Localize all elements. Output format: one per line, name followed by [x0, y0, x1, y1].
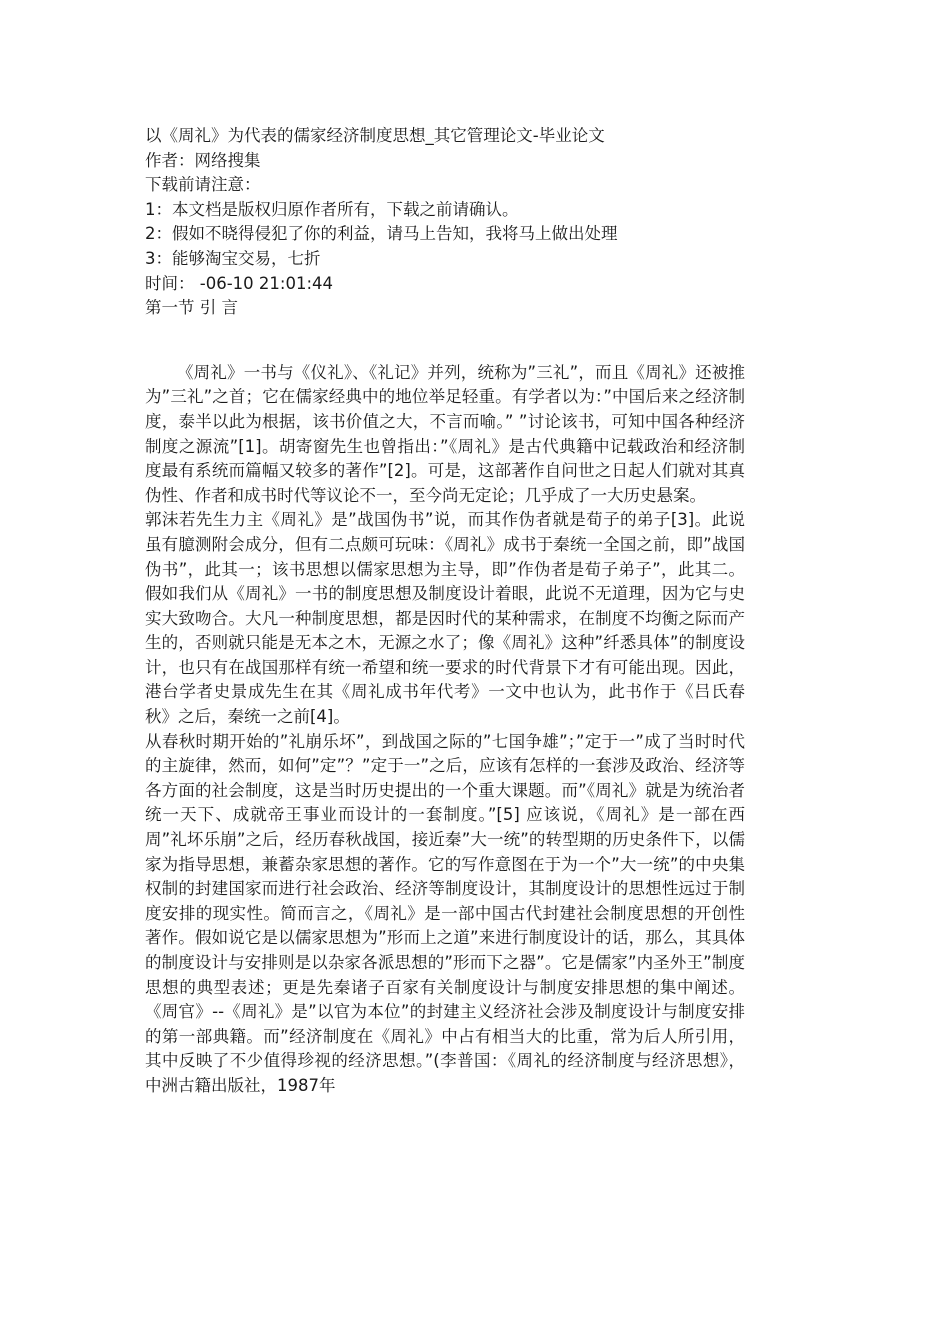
notice-heading: 下载前请注意：	[145, 175, 261, 195]
document-page	[145, 124, 745, 1099]
body-paragraph: 《周礼》一书与《仪礼》、《礼记》并列，统称为”三礼”，而且《周礼》还被推为”三礼”之首；它在儒家经典中的地位举足轻重。有学者以为：”中国后来之经济制度，泰半以此为根据，该书价值之大，不言而喻。” ”讨论该书，可知中国各种经济制度之源流”[1]。胡寄窗先生也曾指出：”《周礼》是古代典籍中记载政治和经济制度最有系统而篇幅又较多的著作”[2]。可是，这部著作自问世之日起人们就对其真伪性、作者和成书时代等议论不一，至今尚无定论；几乎成了一大历史悬案。	[145, 362, 745, 505]
body-paragraph: 从春秋时期开始的”礼崩乐坏”，到战国之际的”七国争雄”；”定于一”成了当时时代的主旋律，然而，如何”定”？”定于一”之后，应该有怎样的一套涉及政治、经济等各方面的社会制度，这是当时历史提出的一个重大课题。而”《周礼》就是为统治者统一天下、成就帝王事业而设计的一套制度。”[5] 应该说，《周礼》是一部在西周”礼坏乐崩”之后，经历春秋战国，接近秦”大一统”的转型期的历史条件下，以儒家为指导思想，兼蓄杂家思想的著作。它的写作意图在于为一个”大一统”的中央集权制的封建国家而进行社会政治、经济等制度设计，其制度设计的思想性远过于制度安排的现实性。简而言之，《周礼》是一部中国古代封建社会制度思想的开创性著作。假如说它是以儒家思想为”形而上之道”来进行制度设计的话，那么，其具体的制度设计与安排则是以杂家各派思想的”形而下之器”。它是儒家”内圣外王”制度思想的典型表述；更是先秦诸子百家有关制度设计与制度安排思想的集中阐述。《周官》--《周礼》是”以官为本位”的封建主义经济社会涉及制度设计与制度安排的第一部典籍。而”经济制度在《周礼》中占有相当大的比重，常为后人所引用，其中反映了不少值得珍视的经济思想。”(李普国：《周礼的经济制度与经济思想》，中洲古籍出版社，1987年	[145, 731, 745, 1095]
notice-item: 3：能够淘宝交易，七折	[145, 248, 321, 268]
document-title: 以《周礼》为代表的儒家经济制度思想_其它管理论文-毕业论文	[145, 126, 605, 145]
notice-item: 1：本文档是版权归原作者所有，下载之前请确认。	[145, 199, 519, 219]
document-author: 作者：网络搜集	[145, 150, 261, 170]
notice-item: 2：假如不晓得侵犯了你的利益，请马上告知，我将马上做出处理	[145, 224, 618, 244]
document-time: 时间： -06-10 21:01:44	[145, 273, 333, 293]
section-heading: 第一节 引 言	[145, 298, 238, 318]
spacer	[145, 321, 745, 361]
body-paragraph: 郭沫若先生力主《周礼》是”战国伪书”说，而其作伪者就是荀子的弟子[3]。此说虽有臆测附会成分，但有二点颇可玩味：《周礼》成书于秦统一全国之前，即”战国伪书”，此其一；该书思想以儒家思想为主导，即”作伪者是荀子弟子”，此其二。假如我们从《周礼》一书的制度思想及制度设计着眼，此说不无道理，因为它与史实大致吻合。大凡一种制度思想，都是因时代的某种需求，在制度不均衡之际而产生的，否则就只能是无本之木，无源之水了；像《周礼》这种”纤悉具体”的制度设计，也只有在战国那样有统一希望和统一要求的时代背景下才有可能出现。因此，港台学者史景成先生在其《周礼成书年代考》一文中也认为，此书作于《吕氏春秋》之后，秦统一之前[4]。	[145, 510, 745, 727]
